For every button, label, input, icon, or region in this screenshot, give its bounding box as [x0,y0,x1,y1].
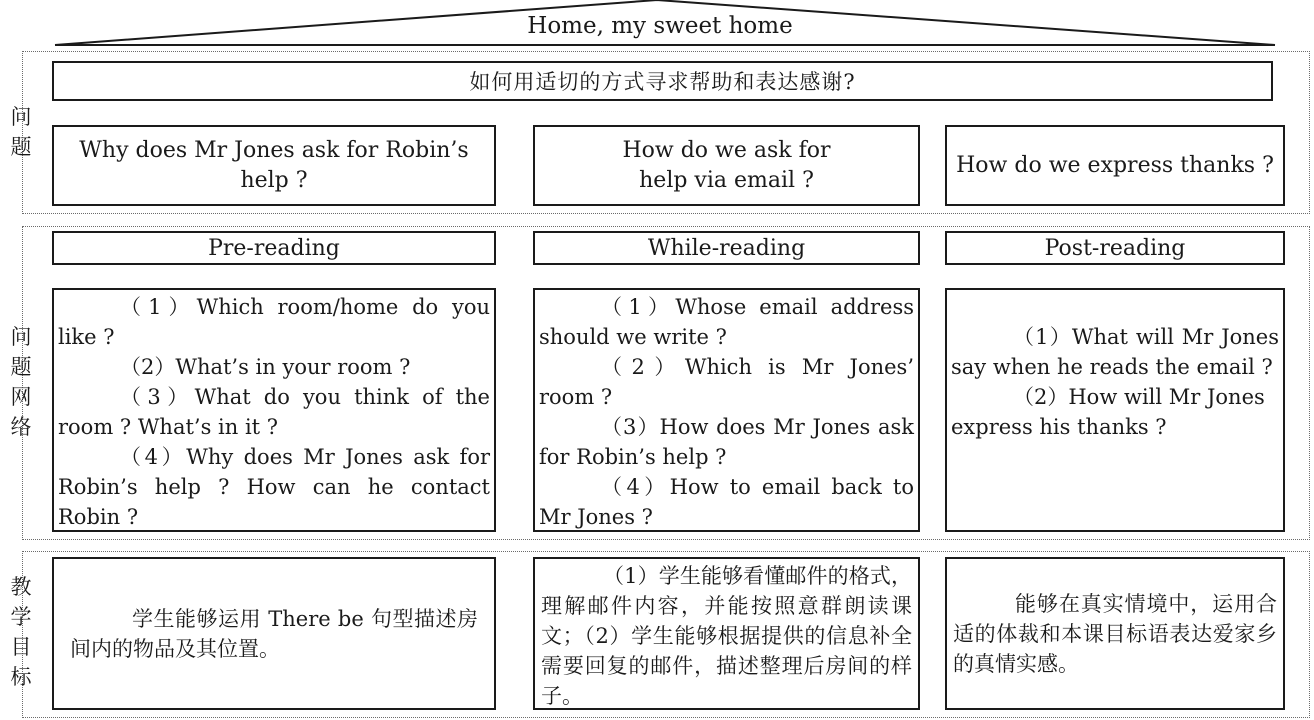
goal-text: 能够在真实情境中，运用合适的体裁和本课目标语表达爱家乡的真情实感。 [953,591,1277,676]
goal-box-pre-reading [52,557,496,710]
goal-text: （1）学生能够看懂邮件的格式，理解邮件内容，并能按照意群朗读课文；（2）学生能够根据提供的信息补全需要回复的邮件，描述整理后房间的样子。 [541,564,912,708]
while-reading-questions [533,288,920,532]
sub-question-box-1: Why does Mr Jones ask for Robin’s help ? [52,125,496,206]
pre-reading-questions [52,288,496,532]
diagram-title: Home, my sweet home [527,13,793,39]
goal-box-post-reading [945,557,1285,710]
sub-question-box-2: How do we ask for help via email ? [533,125,920,206]
list-item: （2）Which is Mr Jones’ room ? [539,355,914,409]
post-reading-questions [945,288,1285,532]
side-label-question-network: 问题网络 [10,325,32,439]
list-item: （1）What will Mr Jones say when he reads the email ? [951,325,1279,379]
stage-pre-reading: Pre-reading [52,231,496,265]
list-item: （1）Whose email address should we write ? [539,295,914,349]
stage-while-reading: While-reading [533,231,920,265]
list-item: （2）What’s in your room ? [120,355,411,379]
main-question-box: 如何用适切的方式寻求帮助和表达感谢? [52,61,1273,101]
list-item: （3）What do you think of the room ? What’s in it ? [58,385,490,439]
list-item: （2）How will Mr Jones express his thanks ? [951,385,1265,439]
list-item: （1）Which room/home do you like ? [58,295,490,349]
list-item: （4）How to email back to Mr Jones ? [539,475,914,529]
list-item: （3）How does Mr Jones ask for Robin’s help ? [539,415,914,469]
sub-question-box-3: How do we express thanks ? [945,125,1285,206]
side-label-questions: 问题 [10,105,32,159]
goal-box-while-reading [533,557,920,710]
goal-text: 学生能够运用 There be 句型描述房间内的物品及其位置。 [70,606,478,661]
stage-post-reading: Post-reading [945,231,1285,265]
list-item: （4）Why does Mr Jones ask for Robin’s help ? How can he contact Robin ? [58,445,490,529]
side-label-teaching-goals: 教学目标 [10,575,32,689]
